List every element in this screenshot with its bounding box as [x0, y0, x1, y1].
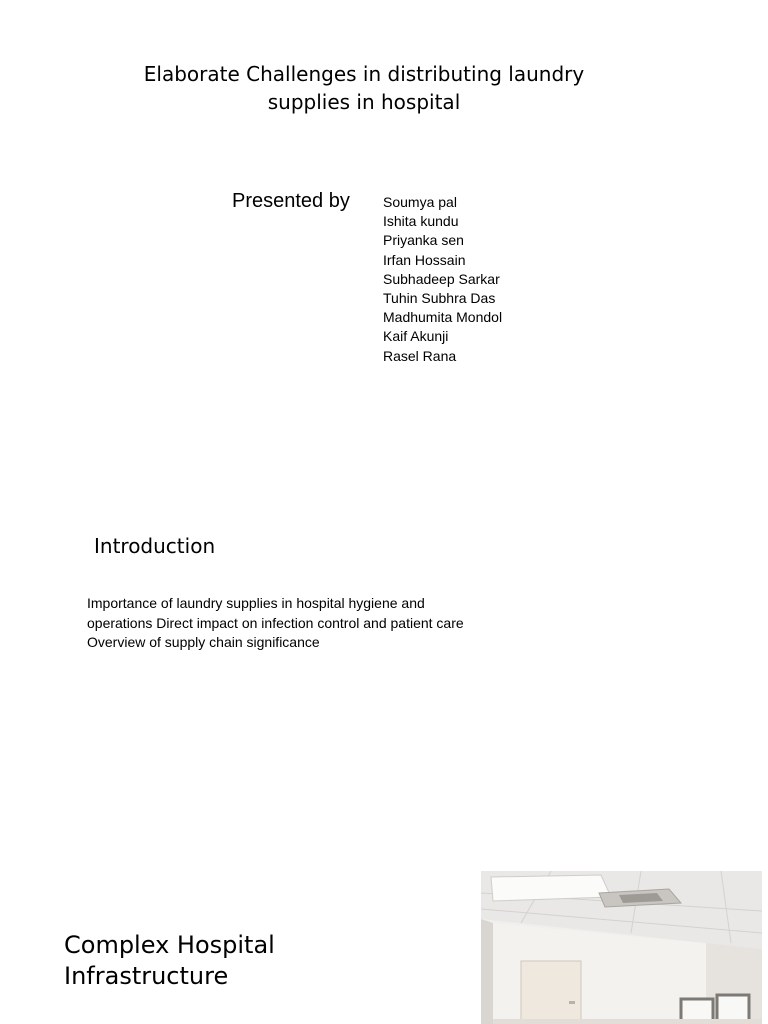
- presenter-name: Irfan Hossain: [383, 251, 466, 268]
- presented-by-label: Presented by: [232, 190, 350, 212]
- infrastructure-heading: Complex Hospital Infrastructure: [64, 931, 275, 990]
- presenter-list: [383, 193, 502, 366]
- presenter-name: Rasel Rana: [383, 347, 457, 364]
- introduction-heading: Introduction: [94, 534, 216, 558]
- introduction-body: Importance of laundry supplies in hospital hygiene and operations Direct impact on infection control and patient care Overview of supply chain significance: [87, 595, 464, 650]
- slide-title: Elaborate Challenges in distributing laundry supplies in hospital: [143, 62, 585, 114]
- presenter-name: Ishita kundu: [383, 213, 459, 230]
- presenter-name: Soumya pal: [383, 194, 457, 210]
- hospital-room-photo: [481, 871, 762, 1024]
- presenter-name: Kaif Akunji: [383, 328, 449, 345]
- presenter-name: Tuhin Subhra Das: [383, 290, 496, 307]
- presenter-name: Subhadeep Sarkar: [383, 270, 500, 287]
- presenter-name: Madhumita Mondol: [383, 309, 503, 326]
- presenter-name: Priyanka sen: [383, 232, 464, 249]
